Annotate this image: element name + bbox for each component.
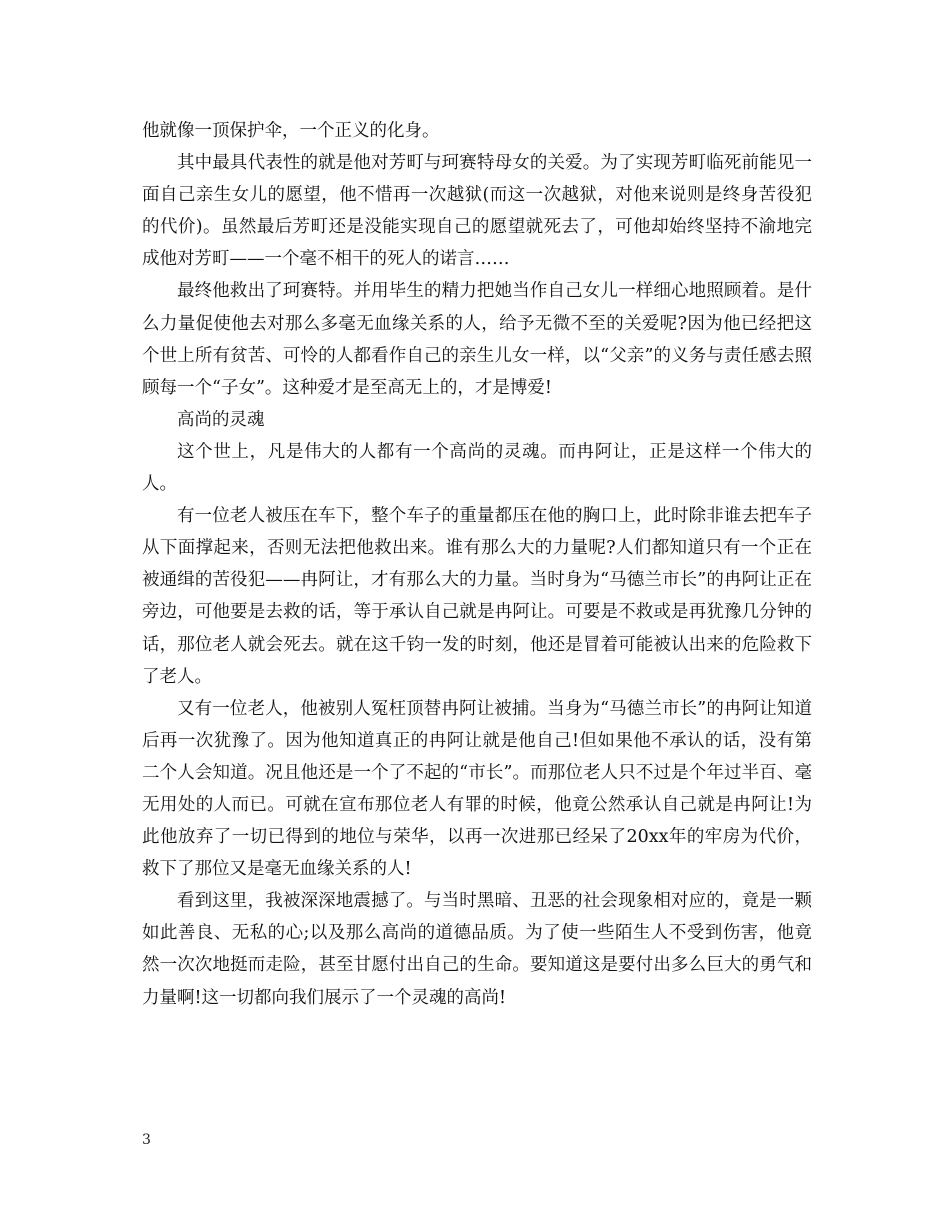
section-heading: 高尚的灵魂 — [177, 409, 265, 430]
paragraph: 又有一位老人，他被别人冤枉顶替冉阿让被捕。当身为“马德兰市长”的冉阿让知道后再一次犹豫了。因为他知道真正的冉阿让就是他自己!但如果他不承认的话，没有第二个人会知道。况且他还是一个了不起的“市长”。而那位老人只不过是个年过半百、毫无用处的人而已。可就在宣布那位老人有罪的时候，他竟公然承认自己就是冉阿让!为此他放弃了一切已得到的地位与荣华，以再一次进那已经呆了20xx年的牢房为代价，救下了那位又是毫无血缘关系的人! — [142, 698, 812, 880]
document-body — [142, 115, 812, 1014]
paragraph: 看到这里，我被深深地震撼了。与当时黑暗、丑恶的社会现象相对应的，竟是一颗如此善良、无私的心;以及那么高尚的道德品质。为了使一些陌生人不受到伤害，他竟然一次次地挺而走险，甚至甘愿付出自己的生命。要知道这是要付出多么巨大的勇气和力量啊!这一切都向我们展示了一个灵魂的高尚! — [142, 891, 812, 1008]
paragraph: 他就像一顶保护伞，一个正义的化身。 — [142, 121, 440, 141]
page-number: 3 — [142, 1132, 151, 1148]
paragraph: 最终他救出了珂赛特。并用毕生的精力把她当作自己女儿一样细心地照顾着。是什么力量促使他去对那么多毫无血缘关系的人，给予无微不至的关爱呢?因为他已经把这个世上所有贫苦、可怜的人都看作自己的亲生儿女一样，以“父亲”的义务与责任感去照顾每一个“子女”。这种爱才是至高无上的，才是博爱! — [142, 281, 812, 398]
paragraph: 其中最具代表性的就是他对芳町与珂赛特母女的关爱。为了实现芳町临死前能见一面自己亲生女儿的愿望，他不惜再一次越狱(而这一次越狱，对他来说则是终身苦役犯的代价)。虽然最后芳町还是没能实现自己的愿望就死去了，可他却始终坚持不渝地完成他对芳町——一个毫不相干的死人的诺言…… — [142, 153, 812, 270]
paragraph: 这个世上，凡是伟大的人都有一个高尚的灵魂。而冉阿让，正是这样一个伟大的人。 — [142, 441, 812, 495]
paragraph: 有一位老人被压在车下，整个车子的重量都压在他的胸口上，此时除非谁去把车子从下面撑起来，否则无法把他救出来。谁有那么大的力量呢?人们都知道只有一个正在被通缉的苦役犯——冉阿让，才有那么大的力量。当时身为“马德兰市长”的冉阿让正在旁边，可他要是去救的话，等于承认自己就是冉阿让。可要是不救或是再犹豫几分钟的话，那位老人就会死去。就在这千钧一发的时刻，他还是冒着可能被认出来的危险救下了老人。 — [142, 506, 812, 687]
